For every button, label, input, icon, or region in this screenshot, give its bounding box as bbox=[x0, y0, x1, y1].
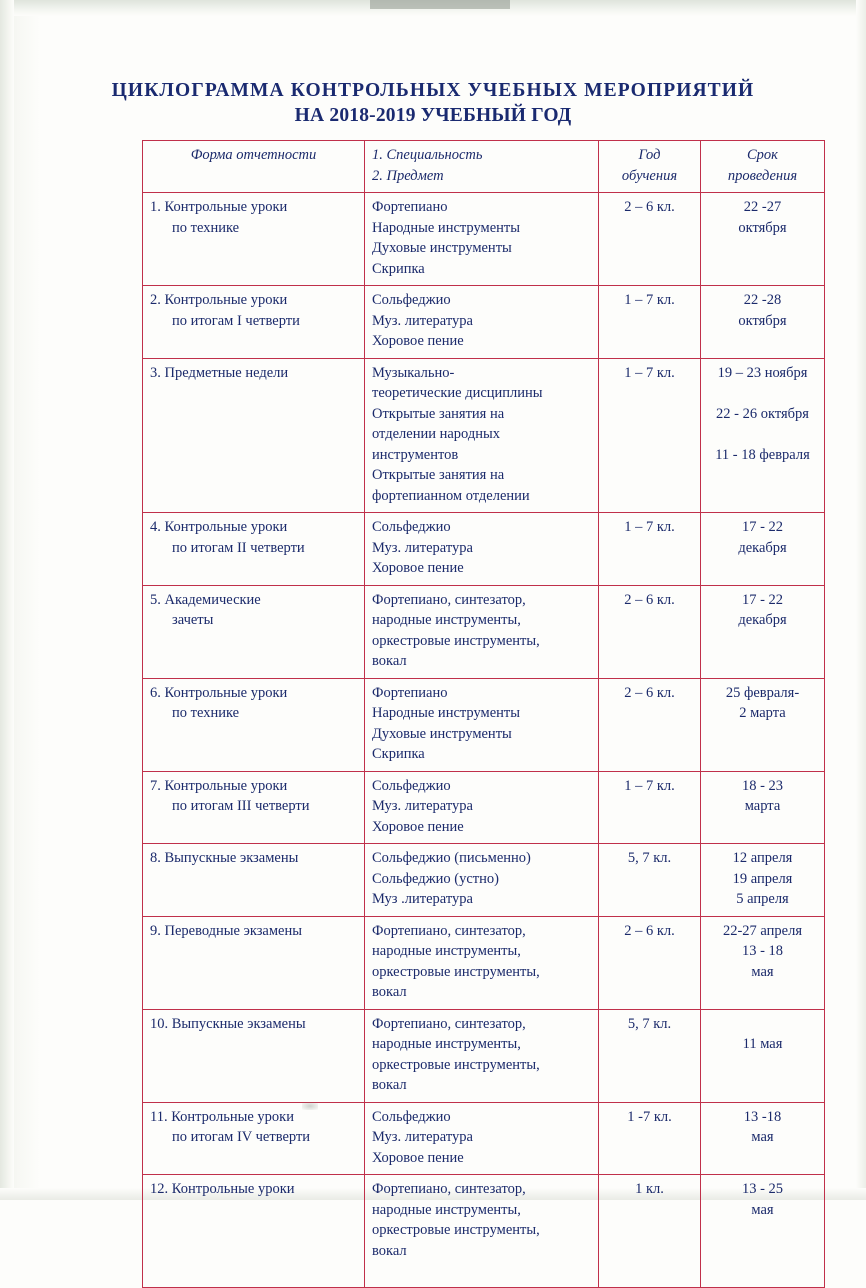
cyclogram-table bbox=[142, 140, 825, 1288]
cell-term bbox=[701, 844, 825, 917]
subject-line: отделении народных bbox=[372, 426, 501, 442]
table-header-row bbox=[143, 141, 825, 193]
cell-term bbox=[701, 513, 825, 586]
subject-line: Народные инструменты bbox=[372, 219, 520, 236]
form-line: 8. Выпускные экзамены bbox=[150, 850, 299, 866]
form-line: 10. Выпускные экзамены bbox=[150, 1015, 306, 1032]
subject-line: Скрипка bbox=[372, 260, 425, 277]
subject-line: Муз .литература bbox=[372, 891, 473, 907]
cell-term bbox=[701, 286, 825, 359]
term-line: 17 - 22 bbox=[741, 519, 784, 535]
table-row bbox=[143, 1009, 825, 1102]
subject-line: Фортепиано, синтезатор, bbox=[372, 1015, 526, 1032]
term-line: 13 -18 bbox=[743, 1108, 782, 1125]
cell-year: 2 – 6 кл. bbox=[599, 678, 701, 771]
subject-line: Хоровое пение bbox=[372, 1149, 464, 1166]
subject-line: Фортепиано, синтезатор, bbox=[372, 1181, 526, 1197]
cell-term bbox=[701, 1102, 825, 1175]
form-line: 11. Контрольные уроки bbox=[150, 1108, 294, 1125]
term-line: 5 апреля bbox=[736, 891, 789, 907]
term-line: 17 - 22 bbox=[741, 591, 784, 608]
cell-year: 2 – 6 кл. bbox=[599, 585, 701, 678]
subject-line: Духовые инструменты bbox=[372, 725, 512, 742]
header-term-line-1: Срок bbox=[747, 147, 778, 163]
header-specialty-subject bbox=[365, 141, 599, 193]
document-title-line-2: НА 2018-2019 УЧЕБНЫЙ ГОД bbox=[294, 105, 572, 126]
form-line: по технике bbox=[172, 219, 240, 236]
term-line: 2 марта bbox=[739, 705, 786, 721]
subject-line: Муз. литература bbox=[372, 798, 473, 814]
subject-line: Фортепиано bbox=[372, 684, 448, 701]
subject-line: вокал bbox=[372, 984, 407, 1000]
term-line: октября bbox=[738, 312, 787, 329]
term-line: мая bbox=[751, 1129, 774, 1145]
term-line bbox=[708, 383, 817, 404]
document-title bbox=[0, 78, 866, 128]
table-row bbox=[143, 1175, 825, 1288]
term-spacer bbox=[708, 1014, 817, 1034]
subject-line: Сольфеджио bbox=[372, 292, 451, 308]
cell-term bbox=[701, 771, 825, 844]
cell-form bbox=[143, 678, 365, 771]
subject-line: Духовые инструменты bbox=[372, 240, 512, 256]
subject-line: оркестровые инструменты, bbox=[372, 1056, 540, 1073]
term-line: декабря bbox=[738, 612, 787, 628]
subject-line: народные инструменты, bbox=[372, 1036, 521, 1052]
cell-year: 2 – 6 кл. bbox=[599, 916, 701, 1009]
cell-year: 1 – 7 кл. bbox=[599, 771, 701, 844]
cell-term bbox=[701, 193, 825, 286]
subject-line: инструментов bbox=[372, 446, 459, 463]
cell-form bbox=[143, 771, 365, 844]
subject-line: народные инструменты, bbox=[372, 943, 521, 959]
document-title-line-1: ЦИКЛОГРАММА КОНТРОЛЬНЫХ УЧЕБНЫХ МЕРОПРИЯТИЙ bbox=[111, 80, 755, 101]
term-line: 19 апреля bbox=[732, 870, 793, 887]
header-year-line-2: обучения bbox=[621, 167, 678, 184]
subject-line: вокал bbox=[372, 1077, 407, 1093]
subject-line: Фортепиано bbox=[372, 199, 448, 215]
cell-year: 5, 7 кл. bbox=[599, 1009, 701, 1102]
cell-subject bbox=[365, 358, 599, 513]
cell-form bbox=[143, 585, 365, 678]
form-line: 3. Предметные недели bbox=[150, 364, 289, 381]
subject-line: Хоровое пение bbox=[372, 560, 464, 576]
form-line: 1. Контрольные уроки bbox=[150, 199, 288, 215]
table-body bbox=[143, 193, 825, 1288]
subject-line: Сольфеджио bbox=[372, 1108, 451, 1125]
cell-form bbox=[143, 844, 365, 917]
subject-line: вокал bbox=[372, 653, 407, 669]
header-year-line-1: Год bbox=[638, 147, 661, 163]
cell-subject bbox=[365, 585, 599, 678]
cell-subject bbox=[365, 193, 599, 286]
subject-line: Муз. литература bbox=[372, 539, 473, 556]
table-row bbox=[143, 916, 825, 1009]
subject-line: Народные инструменты bbox=[372, 705, 520, 721]
cell-subject bbox=[365, 286, 599, 359]
form-line: 7. Контрольные уроки bbox=[150, 777, 288, 794]
subject-line: Сольфеджио (письменно) bbox=[372, 850, 531, 866]
term-line: мая bbox=[751, 963, 774, 980]
cell-year: 1 – 7 кл. bbox=[599, 286, 701, 359]
subject-line: Музыкально- bbox=[372, 364, 455, 381]
cell-form bbox=[143, 513, 365, 586]
table-row bbox=[143, 771, 825, 844]
term-line: 22-27 апреля bbox=[722, 922, 803, 939]
cell-year: 2 – 6 кл. bbox=[599, 193, 701, 286]
subject-line: Хоровое пение bbox=[372, 818, 464, 835]
subject-line: теоретические дисциплины bbox=[372, 385, 543, 401]
term-line: 25 февраля- bbox=[725, 684, 800, 701]
header-term bbox=[701, 141, 825, 193]
subject-line: оркестровые инструменты, bbox=[372, 1222, 540, 1238]
scan-artifact-top bbox=[370, 0, 510, 9]
table-row bbox=[143, 286, 825, 359]
cell-subject bbox=[365, 1175, 599, 1288]
header-year bbox=[599, 141, 701, 193]
term-line: 11 мая bbox=[742, 1035, 783, 1052]
term-line: 22 - 26 октября bbox=[716, 405, 809, 422]
subject-line: Скрипка bbox=[372, 746, 425, 762]
form-line: 6. Контрольные уроки bbox=[150, 684, 288, 701]
subject-line: вокал bbox=[372, 1242, 407, 1259]
form-line: 4. Контрольные уроки bbox=[150, 519, 288, 535]
subject-line: фортепианном отделении bbox=[372, 487, 530, 504]
term-line: 22 -27 bbox=[743, 199, 782, 215]
scan-edge-right bbox=[856, 0, 866, 1200]
subject-line: Сольфеджио bbox=[372, 519, 451, 535]
scan-edge-left bbox=[0, 0, 14, 1200]
cell-term bbox=[701, 678, 825, 771]
term-line: октября bbox=[738, 219, 787, 236]
cell-year: 1 кл. bbox=[599, 1175, 701, 1288]
term-line: 13 - 25 bbox=[741, 1181, 784, 1197]
form-line: по итогам I четверти bbox=[172, 312, 300, 329]
table-row bbox=[143, 678, 825, 771]
form-line: по итогам III четверти bbox=[172, 798, 310, 814]
table-row bbox=[143, 844, 825, 917]
form-line: зачеты bbox=[172, 612, 214, 628]
table-header bbox=[143, 141, 825, 193]
header-form: Форма отчетности bbox=[143, 141, 365, 193]
table-row bbox=[143, 193, 825, 286]
cell-form bbox=[143, 1175, 365, 1288]
header-specialty: 1. Специальность bbox=[372, 147, 483, 163]
header-term-line-2: проведения bbox=[727, 167, 798, 184]
cell-year: 1 -7 кл. bbox=[599, 1102, 701, 1175]
term-line: 22 -28 bbox=[743, 292, 782, 308]
header-subject: 2. Предмет bbox=[372, 167, 444, 184]
subject-line: Фортепиано, синтезатор, bbox=[372, 591, 526, 608]
subject-line: народные инструменты, bbox=[372, 1201, 521, 1218]
form-line: по итогам II четверти bbox=[172, 539, 305, 556]
form-line: по итогам IV четверти bbox=[172, 1129, 311, 1145]
cell-form bbox=[143, 1102, 365, 1175]
form-line: 12. Контрольные уроки bbox=[150, 1181, 295, 1197]
term-line bbox=[708, 424, 817, 445]
term-line: 13 - 18 bbox=[741, 943, 784, 959]
term-line: 19 – 23 ноября bbox=[717, 364, 808, 381]
term-line: 11 - 18 февраля bbox=[715, 446, 810, 463]
scan-smudge bbox=[302, 1102, 318, 1110]
table-row bbox=[143, 513, 825, 586]
table-row bbox=[143, 585, 825, 678]
subject-line: оркестровые инструменты, bbox=[372, 632, 540, 649]
cell-year: 5, 7 кл. bbox=[599, 844, 701, 917]
subject-line: Хоровое пение bbox=[372, 333, 464, 349]
term-line: марта bbox=[744, 798, 781, 814]
subject-line: народные инструменты, bbox=[372, 612, 521, 628]
table-row bbox=[143, 1102, 825, 1175]
term-line: 18 - 23 bbox=[741, 777, 784, 794]
cell-form bbox=[143, 286, 365, 359]
cell-term bbox=[701, 358, 825, 513]
form-line: 2. Контрольные уроки bbox=[150, 292, 288, 308]
cell-term bbox=[701, 1009, 825, 1102]
cell-subject bbox=[365, 844, 599, 917]
cell-subject bbox=[365, 771, 599, 844]
subject-line: Открытые занятия на bbox=[372, 405, 505, 422]
cell-form bbox=[143, 1009, 365, 1102]
term-line: мая bbox=[751, 1201, 774, 1218]
cell-form bbox=[143, 193, 365, 286]
cell-year: 1 – 7 кл. bbox=[599, 513, 701, 586]
subject-line: Открытые занятия на bbox=[372, 467, 505, 483]
cell-subject bbox=[365, 1102, 599, 1175]
subject-line: Муз. литература bbox=[372, 1129, 473, 1145]
subject-line: Фортепиано, синтезатор, bbox=[372, 922, 526, 939]
cell-term bbox=[701, 585, 825, 678]
form-line: 5. Академические bbox=[150, 591, 261, 608]
cell-term bbox=[701, 916, 825, 1009]
cell-form bbox=[143, 358, 365, 513]
form-line: 9. Переводные экзамены bbox=[150, 922, 302, 939]
term-line: 12 апреля bbox=[732, 850, 793, 866]
cell-subject bbox=[365, 678, 599, 771]
term-line: декабря bbox=[738, 539, 787, 556]
cell-subject bbox=[365, 513, 599, 586]
subject-line: оркестровые инструменты, bbox=[372, 963, 540, 980]
subject-line: Сольфеджио bbox=[372, 777, 451, 794]
cell-form bbox=[143, 916, 365, 1009]
cell-subject bbox=[365, 1009, 599, 1102]
table-row bbox=[143, 358, 825, 513]
cell-term bbox=[701, 1175, 825, 1288]
cell-year: 1 – 7 кл. bbox=[599, 358, 701, 513]
cell-subject bbox=[365, 916, 599, 1009]
subject-line: Муз. литература bbox=[372, 312, 473, 329]
form-line: по технике bbox=[172, 705, 240, 721]
subject-line: Сольфеджио (устно) bbox=[372, 870, 499, 887]
